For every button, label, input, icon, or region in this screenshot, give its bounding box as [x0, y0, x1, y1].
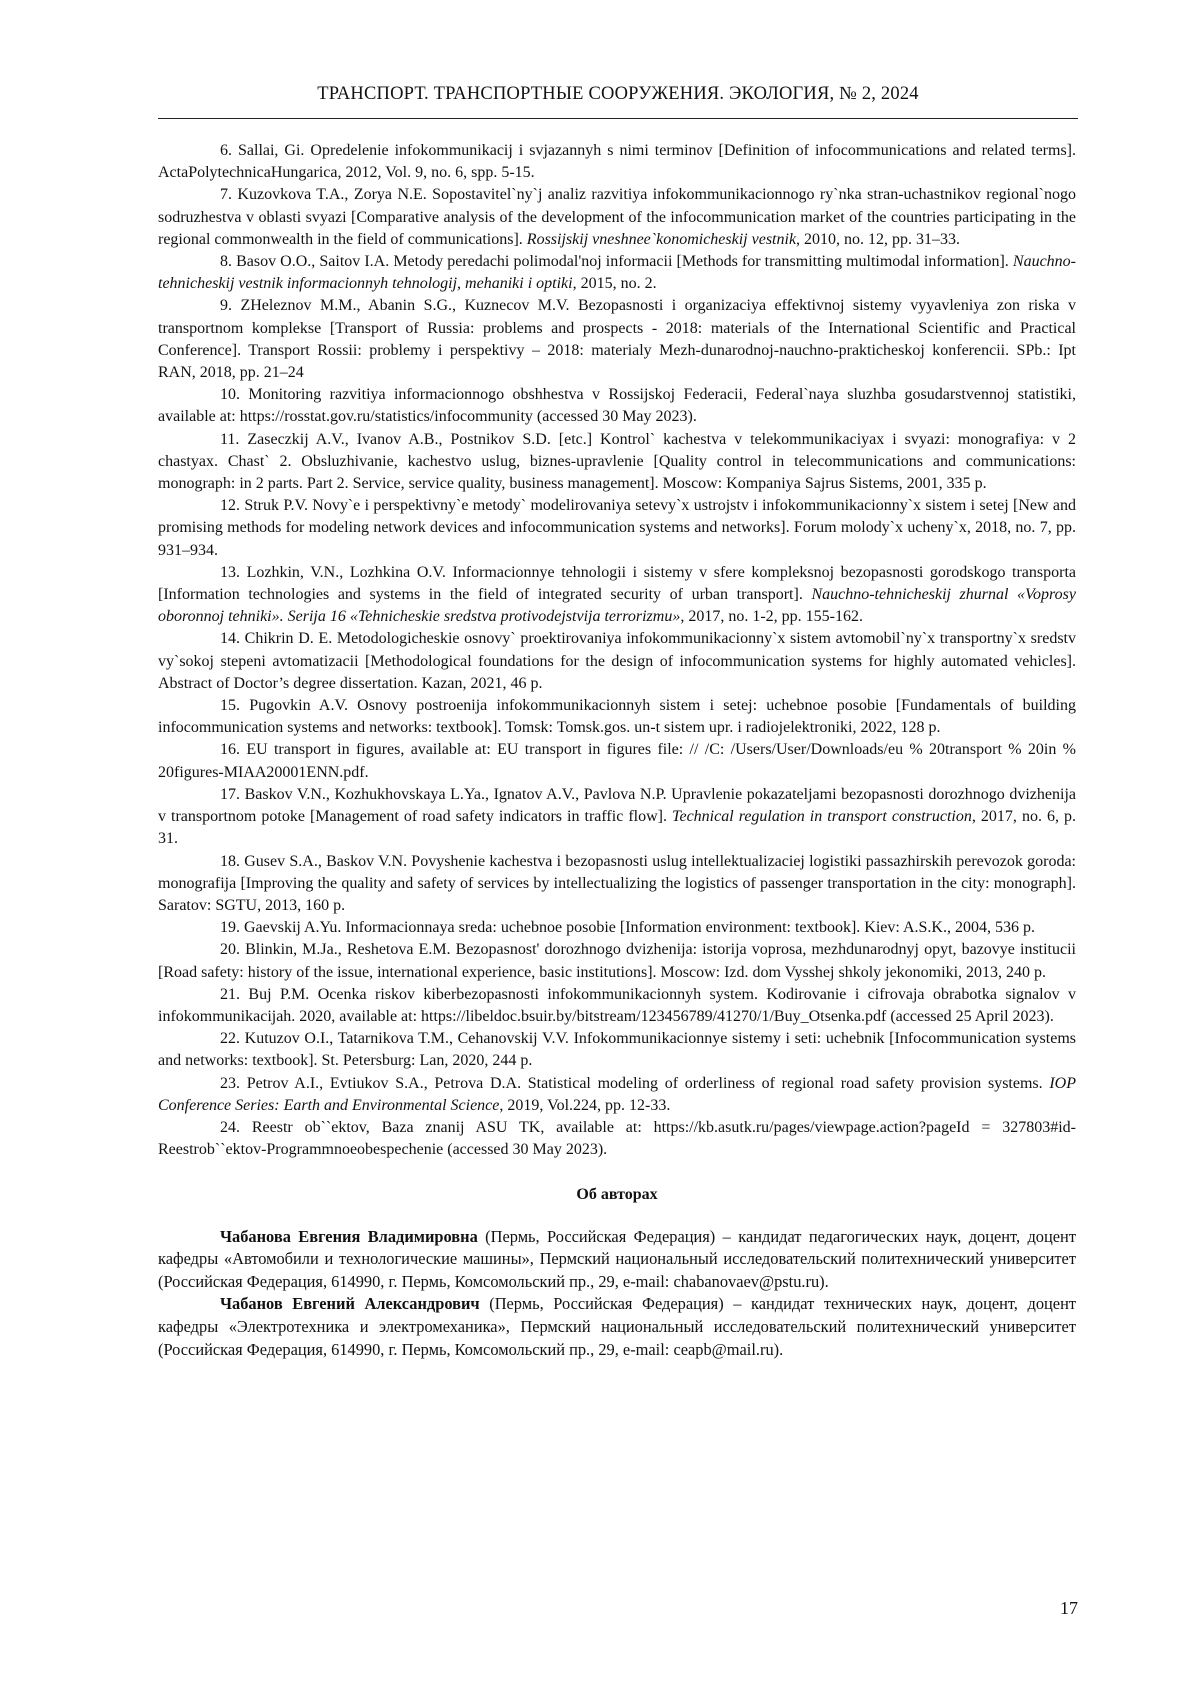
reference-text: 8. Basov O.O., Saitov I.A. Metody peredachi polimodal'noj informacii [Methods for transmitting multimodal information]. [220, 253, 1013, 270]
reference-text: 16. EU transport in figures, available at: EU transport in figures file: // /C: /Users/User/Downloads/eu % 20transport % 20in % 20figures-MIAA20001ENN.pdf. [158, 741, 1076, 780]
reference-text: 2017, no. 1-2, pp. 155-162. [684, 608, 863, 625]
page-number: 17 [1060, 1598, 1078, 1619]
reference-text: , 2017, no. 6, p. 31. [158, 808, 1076, 847]
reference-source-title: Nauchno-tehnicheskij zhurnal «Voprosy oboronnoj tehniki». Serija 16 «Tehnicheskie sredstva protivodejstvija terrorizmu», [158, 586, 1076, 625]
about-authors-title: Об авторах [158, 1184, 1076, 1206]
reference-text: 23. Petrov A.I., Evtiukov S.A., Petrova D.A. Statistical modeling of orderliness of regional road safety provision systems. [220, 1075, 1049, 1092]
reference-entry [158, 984, 1076, 1028]
reference-entry [158, 495, 1076, 562]
reference-entry [158, 295, 1076, 384]
reference-text: 12. Struk P.V. Novy`e i perspektivny`e metody` modelirovaniya setevy`x ustrojstv i infokommunikacionny`x sistem i setej [New and promising methods for modeling network devices and infocommunication systems and networks]. Forum molody`x ucheny`x, 2018, no. 7, pp. 931–934. [158, 497, 1076, 558]
reference-text: 20. Blinkin, M.Ja., Reshetova E.M. Bezopasnost' dorozhnogo dvizhenija: istorija voprosa, mezhdunarodnyj opyt, bazovye institucii [Road safety: history of the issue, international experience, basic institutions]. Moscow: Izd. dom Vysshej shkoly jekonomiki, 2013, 240 p. [158, 941, 1076, 980]
reference-text: , 2019, Vol.224, pp. 12-33. [499, 1097, 670, 1114]
author-details: (Пермь, Российская Федерация) – кандидат технических наук, доцент, доцент кафедры «Электротехника и электромеханика», Пермский национальный исследовательский политехнический университет (Российская Федерация, 614990, г. Пермь, Комсомольский пр., 29, e-mail: ceapb@mail.ru). [158, 1294, 1076, 1358]
reference-entry [158, 1117, 1076, 1161]
reference-entry [158, 1028, 1076, 1072]
reference-entry [158, 562, 1076, 629]
reference-entry [158, 917, 1076, 939]
reference-entry [158, 851, 1076, 918]
reference-entry [158, 1073, 1076, 1117]
reference-text: 6. Sallai, Gi. Opredelenie infokommunikacij i svjazannyh s nimi terminov [Definition of infocommunications and related terms]. ActaPolytechnicaHungarica, 2012, Vol. 9, no. 6, spp. 5-15. [158, 142, 1076, 181]
reference-entry [158, 939, 1076, 983]
journal-page [0, 0, 1200, 1698]
author-name: Чабанов Евгений Александрович [220, 1294, 480, 1313]
running-header: ТРАНСПОРТ. ТРАНСПОРТНЫЕ СООРУЖЕНИЯ. ЭКОЛОГИЯ, № 2, 2024 [158, 84, 1078, 105]
reference-text: 15. Pugovkin A.V. Osnovy postroenija infokommunikacionnyh sistem i setej: uchebnoe posobie [Fundamentals of building infocommunication systems and networks: textbook]. Tomsk: Tomsk.gos. un-t sistem upr. i radiojelektroniki, 2022, 128 p. [158, 697, 1076, 736]
reference-entry [158, 628, 1076, 695]
reference-text: 19. Gaevskij A.Yu. Informacionnaya sreda: uchebnoe posobie [Information environment: textbook]. Kiev: A.S.K., 2004, 536 p. [220, 919, 1035, 936]
author-entry [158, 1293, 1076, 1361]
reference-entry [158, 429, 1076, 496]
reference-source-title: Nauchno-tehnicheskij vestnik informacionnyh tehnologij, mehaniki i optiki [158, 253, 1076, 292]
reference-text: , 2010, no. 12, pp. 31–33. [796, 231, 960, 248]
reference-text: 13. Lozhkin, V.N., Lozhkina O.V. Informacionnye tehnologii i sistemy v sfere kompleksnoj bezopasnosti gorodskogo transporta [Information technologies and systems in the field of integrated security of urban transport]. [158, 564, 1076, 603]
author-details: (Пермь, Российская Федерация) – кандидат педагогических наук, доцент, доцент кафедры «Автомобили и технологические машины», Пермский национальный исследовательский политехнический университет (Российская Федерация, 614990, г. Пермь, Комсомольский пр., 29, e-mail: chabanovaev@pstu.ru). [158, 1227, 1076, 1291]
author-entry [158, 1226, 1076, 1294]
reference-source-title: Technical regulation in transport construction [672, 808, 972, 825]
reference-entry [158, 695, 1076, 739]
reference-source-title: Rossijskij vneshnee`konomicheskij vestnik [527, 231, 796, 248]
reference-entry [158, 384, 1076, 428]
reference-entry [158, 739, 1076, 783]
reference-text: 21. Buj P.M. Ocenka riskov kiberbezopasnosti infokommunikacionnyh system. Kodirovanie i cifrovaja obrabotka signalov v infokommunikacijah. 2020, available at: https://libeldoc.bsuir.by/bitstream/123456789/41270/1/Buy_Otsenka.pdf (accessed 25 April 2023). [158, 986, 1076, 1025]
reference-text: , 2015, no. 2. [573, 275, 657, 292]
reference-entry [158, 140, 1076, 184]
reference-entry [158, 251, 1076, 295]
reference-text: 22. Kutuzov O.I., Tatarnikova T.M., Cehanovskij V.V. Infokommunikacionnye sistemy i seti: uchebnik [Infocommunication systems and networks: textbook]. St. Petersburg: Lan, 2020, 244 p. [158, 1030, 1076, 1069]
reference-entry [158, 184, 1076, 251]
author-name: Чабанова Евгения Владимировна [220, 1227, 478, 1246]
reference-text: 7. Kuzovkova T.A., Zorya N.E. Sopostavitel`ny`j analiz razvitiya infokommunikacionnogo ry`nka stran-uchastnikov regional`nogo sodruzhestva v oblasti svyazi [Comparative analysis of the development of the infocommunication market of the countries participating in the regional commonwealth in the field of communications]. [158, 186, 1076, 247]
reference-text: 14. Chikrin D. E. Metodologicheskie osnovy` proektirovaniya infokommunikacionny`x sistem avtomobil`ny`x transportny`x sredstv vy`sokoj stepeni avtomatizacii [Methodological foundations for the design of infocommunication systems for highly automated vehicles]. Abstract of Doctor’s degree dissertation. Kazan, 2021, 46 p. [158, 630, 1076, 691]
reference-text: 24. Reestr ob``ektov, Baza znanij ASU TK, available at: https://kb.asutk.ru/pages/viewpage.action?pageId = 327803#id-Reestrob``ektov-Programmnoeobespechenie (accessed 30 May 2023). [158, 1119, 1076, 1158]
reference-source-title: IOP Conference Series: Earth and Environmental Science [158, 1075, 1076, 1114]
reference-text: 17. Baskov V.N., Kozhukhovskaya L.Ya., Ignatov A.V., Pavlova N.P. Upravlenie pokazateljami bezopasnosti dorozhnogo dvizhenija v transportnom potoke [Management of road safety indicators in traffic flow]. [158, 786, 1076, 825]
reference-text: 11. Zaseczkij A.V., Ivanov A.B., Postnikov S.D. [etc.] Kontrol` kachestva v telekommunikaciyax i svyazi: monografiya: v 2 chastyax. Chast` 2. Obsluzhivanie, kachestvo uslug, biznes-upravlenie [Quality control in telecommunications and communications: monograph: in 2 parts. Part 2. Service, service quality, business management]. Moscow: Kompaniya Sajrus Sistems, 2001, 335 p. [158, 431, 1076, 492]
reference-text: 18. Gusev S.A., Baskov V.N. Povyshenie kachestva i bezopasnosti uslug intellektualizaciej logistiki passazhirskih perevozok goroda: monografija [Improving the quality and safety of services by intellectualizing the logistics of passenger transportation in the city: monograph]. Saratov: SGTU, 2013, 160 p. [158, 853, 1076, 914]
reference-entry [158, 784, 1076, 851]
header-rule [158, 118, 1078, 119]
reference-text: 10. Monitoring razvitiya informacionnogo obshhestva v Rossijskoj Federacii, Federal`naya sluzhba gosudarstvennoj statistiki, available at: https://rosstat.gov.ru/statistics/infocommunity (accessed 30 May 2023). [158, 386, 1076, 425]
reference-list [158, 140, 1076, 1161]
page-content [158, 140, 1076, 1361]
reference-text: 9. ZHeleznov M.M., Abanin S.G., Kuznecov M.V. Bezopasnosti i organizaciya effektivnoj sistemy vyyavleniya zon riska v transportnom komplekse [Transport of Russia: problems and prospects - 2018: materials of the International Scientific and Practical Conference]. Transport Rossii: problemy i perspektivy – 2018: materialy Mezh-dunarodnoj-nauchno-prakticheskoj konferencii. SPb.: Ipt RAN, 2018, pp. 21–24 [158, 297, 1076, 381]
